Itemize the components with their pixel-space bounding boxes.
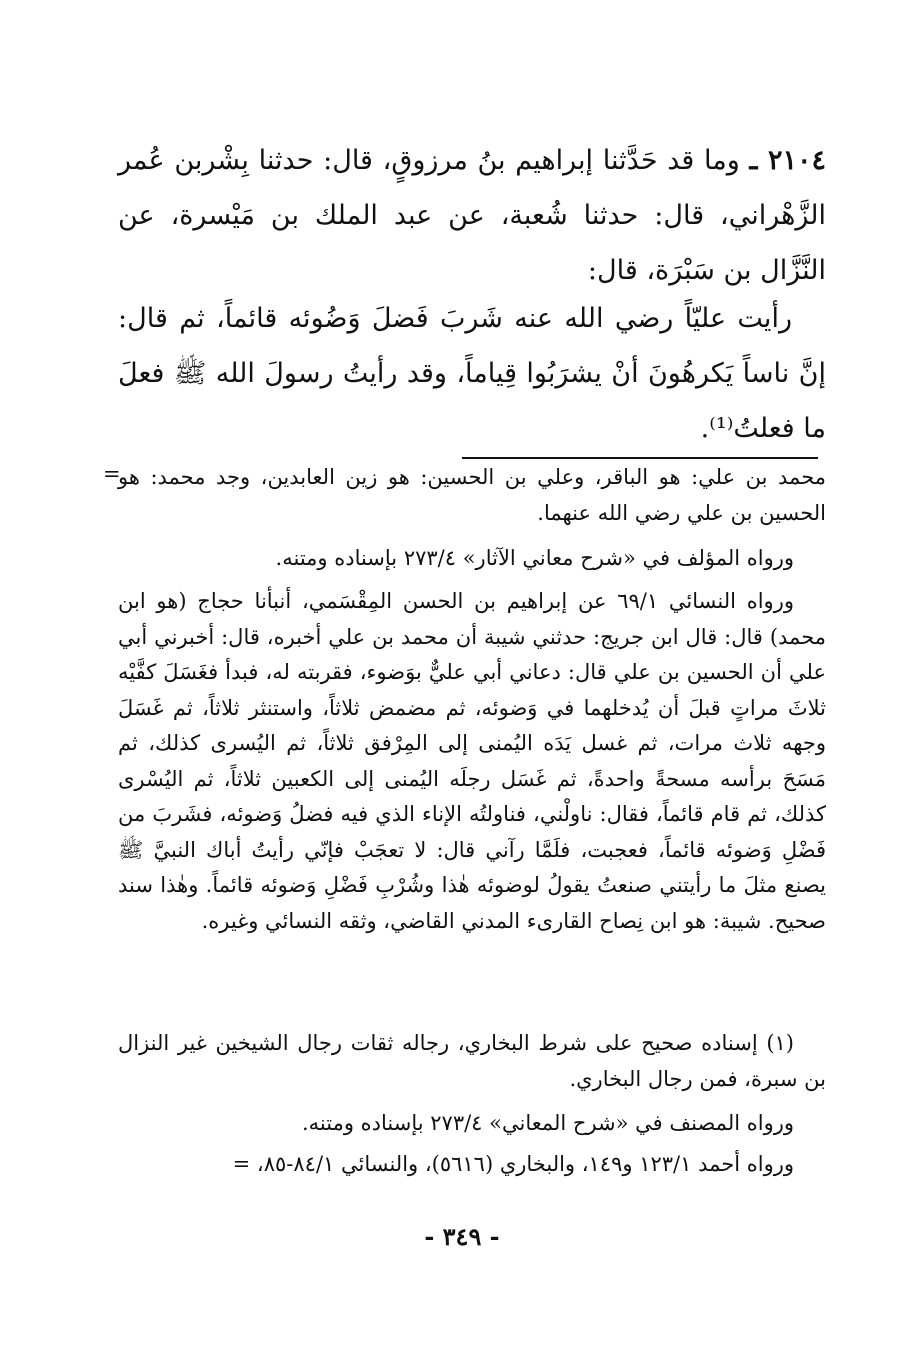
footnote-paragraph: ورواه المصنف في «شرح المعاني» ٢٧٣/٤ بإسناده ومتنه.: [301, 1111, 794, 1135]
hadith-matn: رأيت عليّاً رضي الله عنه شَربَ فَضلَ وَضُوئه قائماً، ثم قال: إنَّ ناساً يَكرهُونَ أنْ يشرَبُوا قِياماً، وقد رأيتُ رسولَ الله ﷺ فعلَ ما فعلتُ⁽¹⁾.: [118, 303, 826, 444]
footnote-divider: [462, 457, 818, 459]
footnote-continued-paragraph: محمد بن علي: هو الباقر، وعلي بن الحسين: هو زين العابدين، وجد محمد: هو الحسين بن علي رضي الله عنهما.: [118, 465, 826, 525]
hadith-number: ٢١٠٤ ـ: [749, 145, 826, 176]
page-number: - ٣٤٩ -: [424, 1222, 500, 1251]
isnad-text: وما قد حَدَّثنا إبراهيم بنُ مرزوقٍ، قال: حدثنا بِشْربن عُمر الزَّهْراني، قال: حدثنا شُعبة، عن عبد الملك بن مَيْسرة، عن النَّزَّال بن سَبْرَة، قال:: [118, 145, 826, 286]
footnote-paragraph: ورواه أحمد ١٢٣/١ و١٤٩، والبخاري (٥٦١٦)، والنسائي ٨٤/١-٨٥، =: [232, 1152, 794, 1176]
hadith-isnad: [118, 133, 826, 298]
footnote-paragraph: ورواه النسائي ٦٩/١ عن إبراهيم بن الحسن المِقْسَمي، أنبأنا حجاج (هو ابن محمد) قال: قال ابن جريج: حدثني شيبة أن محمد بن علي أخبره، قال: أخبرني أبي علي أن الحسين بن علي قال: دعاني أبي عليٌّ بوَضوء، فقربته له، فبدأ فغَسَلَ كفَّيْه ثلاثَ مراتٍ قبلَ أن يُدخلهما في وَضوئه، ثم مضمض ثلاثاً، واستنثر ثلاثاً، ثم غَسَلَ وجهه ثلاث مرات، ثم غسل يَدَه اليُمنى إلى المِرْفق ثلاثاً، ثم اليُسرى كذلك، ثم مَسَحَ برأسه مسحةً واحدةً، ثم غَسَل رجلَه اليُمنى إلى الكعبين ثلاثاً، ثم اليُسْرى كذلك، ثم قام قائماً، فقال: ناولْني، فناولتُه الإناء الذي فيه فضلُ وَضوئه، فشَربَ من فَضْلِ وَضوئه قائماً، فعجبت، فلَمَّا رآني قال: لا تعجَبْ فإنّي رأيتُ أباك النبيَّ ﷺ يصنع مثلَ ما رأيتني صنعتُ يقولُ لوضوئه هٰذا وشُرْبِ فَضْلِ وَضوئه قائماً. وهٰذا سند صحيح. شيبة: هو ابن نِصاح القارىء المدني القاضي، وثقه النسائي وغيره.: [118, 589, 826, 933]
footnote-paragraph: ورواه المؤلف في «شرح معاني الآثار» ٢٧٣/٤ بإسناده ومتنه.: [275, 546, 794, 570]
footnote-note-1: (١) إسناده صحيح على شرط البخاري، رجاله ثقات رجال الشيخين غير النزال بن سبرة، فمن رجال البخاري.: [118, 1031, 826, 1091]
continuation-marker: =: [103, 462, 121, 486]
